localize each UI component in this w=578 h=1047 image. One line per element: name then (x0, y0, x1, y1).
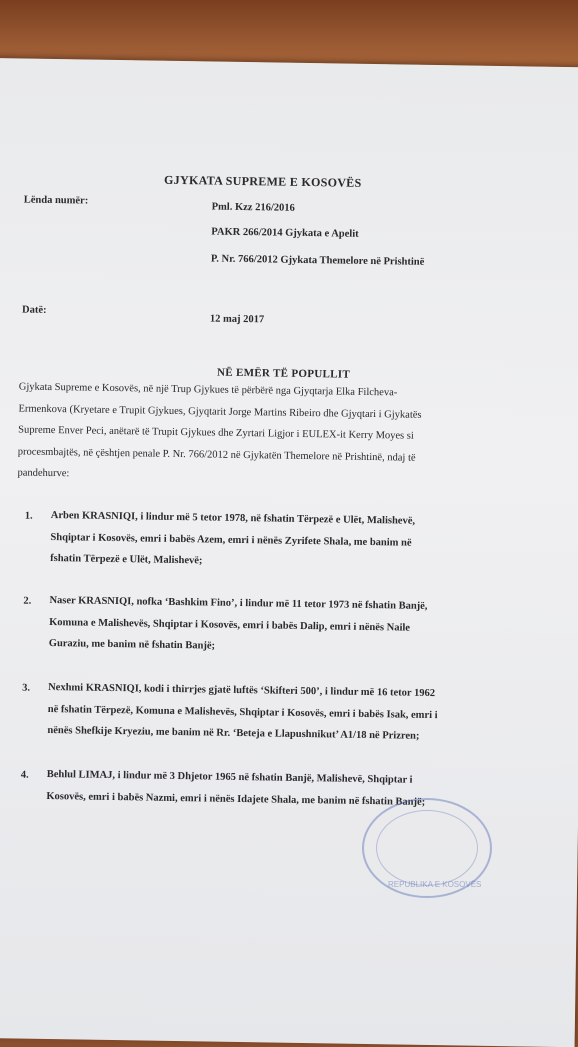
defendant-line: Shqiptar i Kosovës, emri i babës Azem, emri i nënës Zyrifete Shala, me banim në (50, 531, 412, 549)
defendant-line: Guraziu, me banim në fshatin Banjë; (48, 637, 216, 652)
date-label: Datë: (21, 304, 47, 316)
defendant-1 (50, 505, 415, 575)
defendant-line: Komuna e Malishevës, Shqiptar i Kosovës, emri i babës Dalip, emri i nënës Naile (49, 616, 411, 634)
defendant-line: Arben KRASNIQI, i lindur më 5 tetor 1978, në fshatin Tërpezë e Ulët, Malishevë, (50, 510, 416, 527)
defendant-line: Naser KRASNIQI, nofka ‘Bashkim Fino’, i lindur më 11 tetor 1973 në fshatin Banjë, (49, 595, 428, 612)
defendant-number-2: 2. (23, 595, 32, 607)
case-number-3: P. Nr. 766/2012 Gjykata Themelore në Prishtinë (210, 253, 425, 268)
court-title: GJYKATA SUPREME E KOSOVËS (163, 172, 362, 190)
intro-line: Supreme Enver Peci, anëtarë të Trupit Gjykues dhe Zyrtari Ligjor i EULEX-it Kerry Moyes si (18, 424, 414, 442)
intro-line: procesmbajtës, në çështjen penale P. Nr. 766/2012 në Gjykatën Themelore në Prishtinë, ndaj të (17, 445, 416, 464)
defendant-line: fshatin Tërpezë e Ulët, Malishevë; (50, 553, 203, 567)
date-value: 12 maj 2017 (209, 313, 265, 326)
document-heading: NË EMËR TË POPULLIT (216, 366, 351, 381)
case-number-1: Pml. Kzz 216/2016 (211, 201, 295, 214)
intro-line: Gjykata Supreme e Kosovës, në një Trup Gjykues të përbërë nga Gjyqtarja Elka Filcheva- (18, 381, 398, 399)
defendant-line: në fshatin Tërpezë, Komuna e Malishevës, Shqiptar i Kosovës, emri i babës Isak, emri i (47, 703, 438, 721)
stamp-text: REPUBLIKA E KOSOVËS (388, 880, 482, 889)
intro-line: pandehurve: (17, 467, 70, 480)
defendant-line: Nexhmi KRASNIQI, kodi i thirrjes gjatë luftës ‘Skifteri 500’, i lindur më 16 tetor 1962 (48, 681, 436, 700)
intro-paragraph (17, 376, 422, 490)
defendant-line: Behlul LIMAJ, i lindur më 3 Dhjetor 1965 në fshatin Banjë, Malishevë, Shqiptar i (46, 768, 413, 786)
case-number-label: Lënda numër: (23, 194, 89, 207)
defendant-line: Kosovës, emri i babës Nazmi, emri i nënës Idajete Shala, me banim në fshatin Banjë; (46, 790, 426, 808)
defendant-number-1: 1. (24, 510, 33, 522)
document-page (0, 58, 578, 1047)
defendant-number-4: 4. (20, 769, 29, 781)
defendant-3 (47, 677, 438, 748)
case-number-2: PAKR 266/2014 Gjykata e Apelit (211, 226, 359, 240)
defendant-2 (49, 590, 428, 660)
intro-line: Ermenkova (Kryetare e Trupit Gjykues, Gjyqtarit Jorge Martins Ribeiro dhe Gjyqtari i Gjykatës (18, 402, 422, 421)
defendant-number-3: 3. (22, 682, 31, 694)
defendant-4 (46, 764, 425, 813)
defendant-line: nënës Shefkije Kryeziu, me banim në Rr. ‘Beteja e Llapushnikut’ A1/18 në Prizren; (47, 724, 420, 742)
